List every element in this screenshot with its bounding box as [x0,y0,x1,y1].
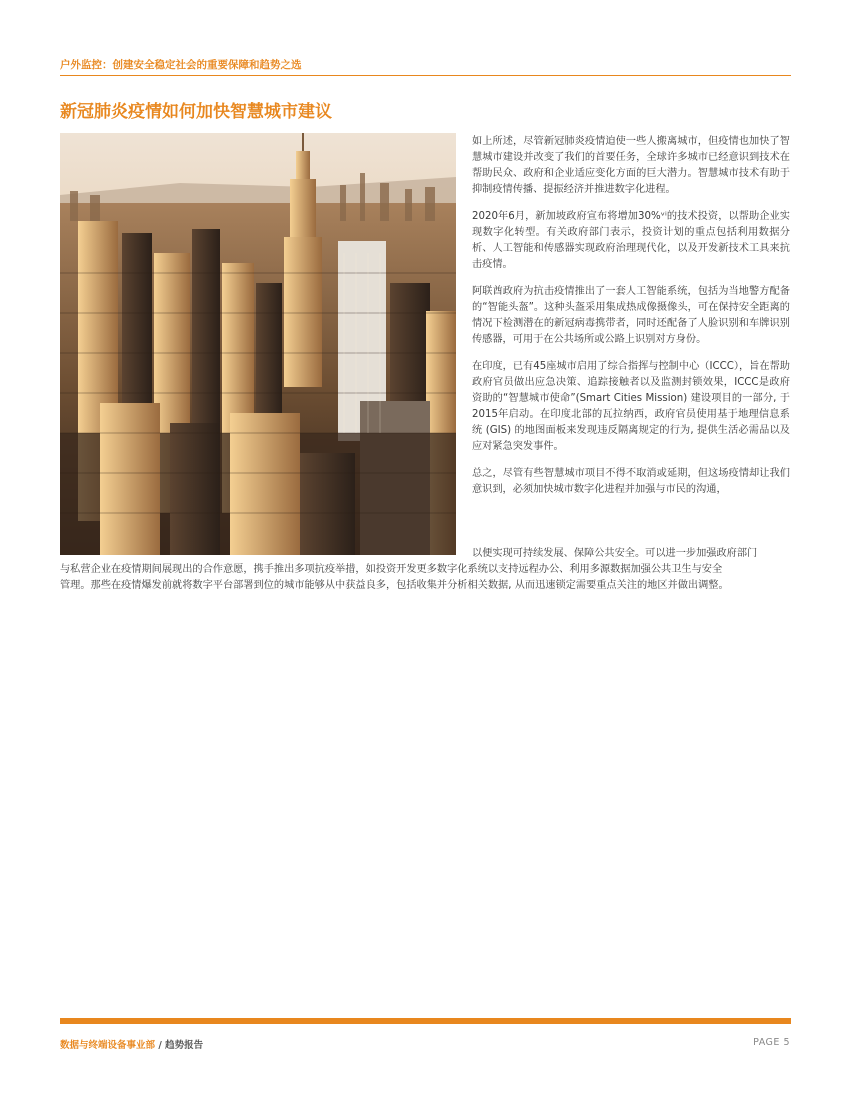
page-number: PAGE 5 [753,1037,790,1048]
running-header: 户外监控：创建安全稳定社会的重要保障和趋势之选 [60,59,302,71]
footer-label [60,1037,203,1051]
header-divider [60,75,791,76]
conclusion-continuation [60,546,790,594]
paragraph-conclusion: 总之，尽管有些智慧城市项目不得不取消或延期，但这场疫情却让我们意识到，必须加快城市数字化进程并加强与市民的沟通， [472,468,790,495]
paragraph-uae: 阿联酋政府为抗击疫情推出了一套人工智能系统，包括为当地警方配备的“智能头盔”。这种头盔采用集成热成像摄像头，可在保持安全距离的情况下检测潜在的新冠病毒携带者，同时还配备了人脸识别和车牌识别传感器，可用于在公共场所或公路上识别对方身份。 [472,286,790,345]
conclusion-line: 与私营企业在疫情期间展现出的合作意愿，携手推出多项抗疫举措，如投资开发更多数字化系统以支持远程办公、利用多源数据加强公共卫生与安全 [60,564,723,575]
paragraph-intro: 如上所述，尽管新冠肺炎疫情迫使一些人搬离城市，但疫情也加快了智慧城市建设并改变了我们的首要任务，全球许多城市已经意识到技术在帮助民众、政府和企业适应变化方面的巨大潜力。智慧城市技术有助于抑制疫情传播、提振经济并推进数字化进程。 [472,136,790,195]
footer-divider [60,1018,791,1024]
footer-department: 数据与终端设备事业部 [60,1040,156,1051]
conclusion-line: 管理。那些在疫情爆发前就将数字平台部署到位的城市能够从中获益良多，包括收集并分析相关数据, 从而迅速锁定需要重点关注的地区并做出调整。 [60,580,729,591]
paragraph-singapore: 2020年6月，新加坡政府宣布将增加30%ᵛⁱ的技术投资，以帮助企业实现数字化转型。有关政府部门表示，投资计划的重点包括利用数据分析、人工智能和传感器实现政府治理现代化，以及开发新技术工具来抗击疫情。 [472,211,790,270]
section-title: 新冠肺炎疫情如何加快智慧城市建议 [60,102,332,122]
footer-report-type: 趋势报告 [165,1040,204,1051]
city-skyline-photo [60,133,456,555]
article-body [472,134,790,498]
footer-separator: / [155,1040,166,1051]
paragraph-india: 在印度，已有45座城市启用了综合指挥与控制中心（ICCC），旨在帮助政府官员做出应急决策、追踪接触者以及监测封锁效果，ICCC是政府资助的“智慧城市使命”(Smart Cities Mission) 建设项目的一部分, 于2015年启动。在印度北部的瓦拉纳西，政府官员使用基于地理信息系统 (GIS) 的地图面板来发现违反隔离规定的行为, 提供生活必需品以及应对紧急突发事件。 [472,361,790,452]
conclusion-line: 以便实现可持续发展、保障公共安全。可以进一步加强政府部门 [472,548,758,559]
